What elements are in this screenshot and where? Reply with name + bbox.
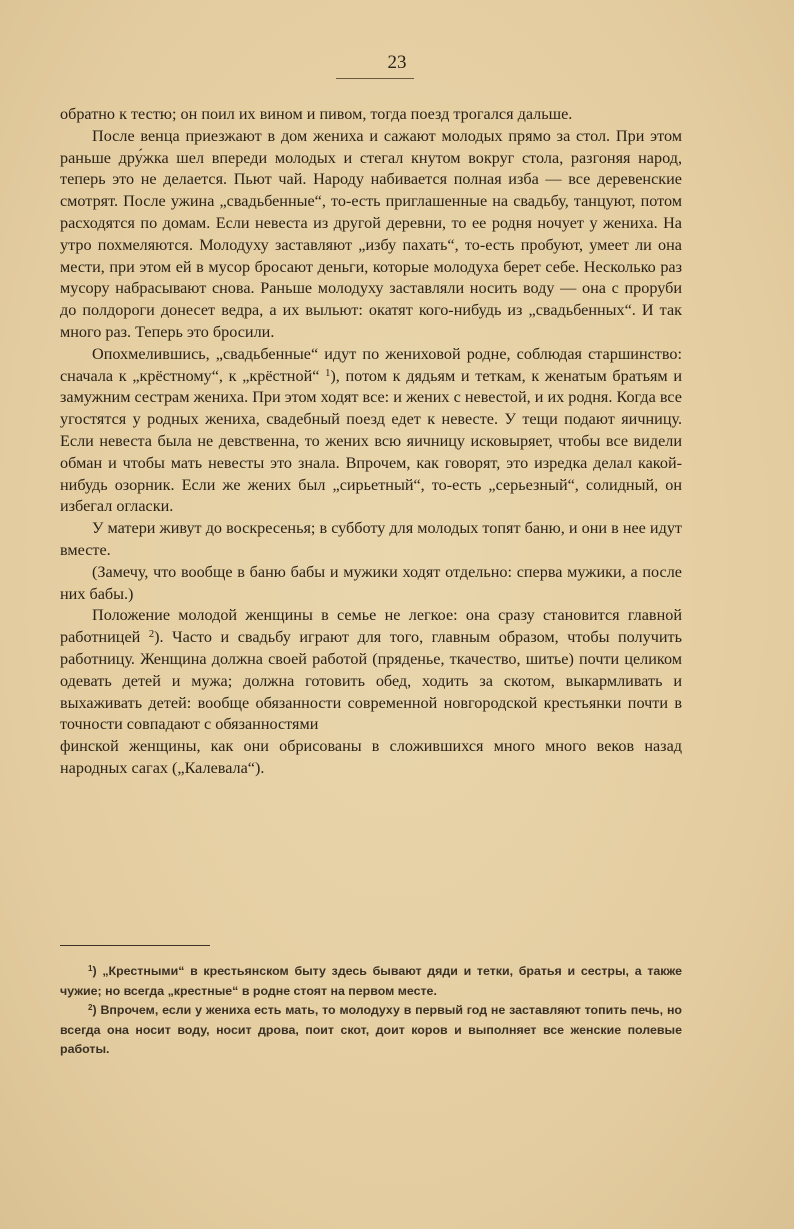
paragraph: (Замечу, что вообще в баню бабы и мужики ходят отдельно: сперва мужики, а после них бабы.) [60,562,682,603]
footnote-ref: 2 [148,628,155,640]
main-text [60,104,682,780]
paragraph: У матери живут до воскресенья; в субботу для молодых топят баню, и они в нее идут вместе. [60,519,682,559]
footnote-text: ) Впрочем, если у жениха есть мать, то молодуху в первый год не заставляют топить печь, но всегда она носит воду, носит дрова, поит скот, доит коров и выполняет все женские полевые работы. [60,1003,682,1056]
footnote-mark: 1 [88,963,93,973]
footnotes [60,962,682,1060]
footnote-mark: 2 [88,1002,93,1012]
paragraph: После венца приезжают в дом жениха и сажают молодых прямо за стол. При этом раньше дру́жка шел впереди молодых и стегал кнутом вокруг стола, разгоняя народ, теперь это не делается. Пьют чай. Народу набивается полная изба — все деревенские смотрят. После ужина „свадьбенные“, то-есть приглашенные на свадьбу, танцуют, потом расходятся по домам. Если невеста из другой деревни, то ее родня ночует у жениха. На утро похмеляются. Молодуху заставляют „избу пахать“, то-есть пробуют, умеет ли она мести, при этом ей в мусор бросают деньги, которые молодуха берет себе. Несколько раз мусору набрасывают снова. Раньше молодуху заставляли носить воду — она с проруби до полдороги донесет ведра, а их выльют: окатят кого-нибудь из „свадьбенных“. И так много раз. Теперь это бросили. [60,126,682,341]
footnote-text: ) „Крестными“ в крестьянском быту здесь бывают дяди и тетки, братья и сестры, а также чужие; но всегда „крестные“ в родне стоят на первом месте. [60,964,682,998]
paragraph: финской женщины, как они обрисованы в сложившихся много много веков назад народных сагах („Калевала“). [60,737,682,777]
footnote-rule [60,945,210,946]
paragraph [60,605,682,736]
page-number: 23 [387,52,407,73]
paragraph [60,344,682,518]
paragraph: обратно к тестю; он поил их вином и пивом, тогда поезд трогался дальше. [60,105,573,123]
paragraph-text: Положение молодой женщины в семье не легкое: она сразу становится главной работницей [60,606,682,647]
paragraph-text: ), потом к дядьям и теткам, к женатым братьям и замужним сестрам жениха. При этом ходят все: и жених с невестой, и их родня. Когда все угостятся у родных жениха, свадебный поезд едет к невесте. У тещи подают яичницу. Если невеста была не девственна, то жених всю яичницу исковыряет, чтобы все видели обман и чтобы мать невесты это знала. Впрочем, как говорят, это изредка делал какой-нибудь озорник. Если же жених был „сирьетный“, то-есть „серьезный“, солидный, он избегал огласки. [60,366,682,516]
header-rule [336,78,414,79]
footnote-ref: 1 [325,367,331,379]
paragraph-text: Опохмелившись, „свадьбенные“ идут по жениховой родне, соблюдая старшинство: сначала к „крёстному“, к „крёстной“ [60,344,682,385]
footnote [60,1001,682,1060]
paragraph-text: ). Часто и свадьбу играют для того, главным образом, чтобы получить работницу. Женщина должна своей работой (пряденье, ткачество, шитье) почти целиком одевать детей и мужа; должна готовить обед, ходить за скотом, выкармливать и выхаживать детей: вообще обязанности современной новгородской крестьянки почти в точности совпадают с обязанностями [60,628,682,734]
footnote [60,962,682,1001]
